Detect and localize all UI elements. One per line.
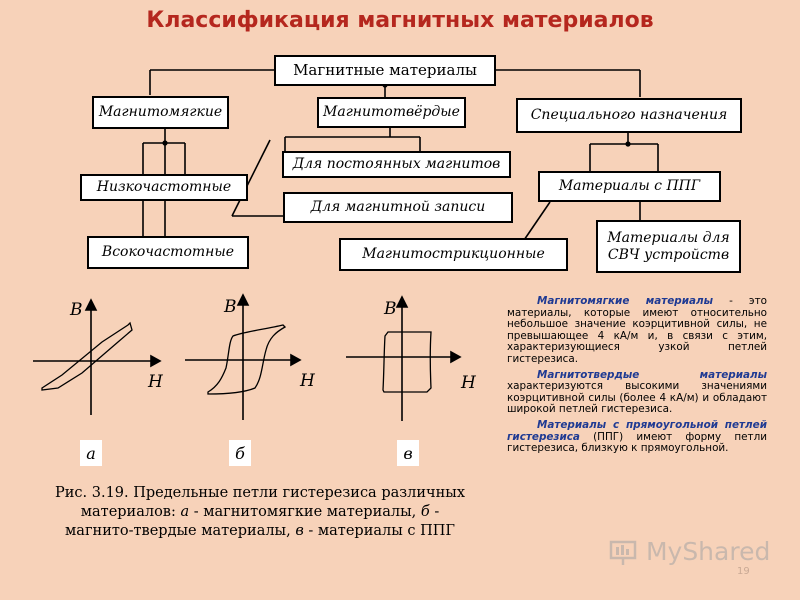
node-low-frequency: Низкочастотные — [80, 174, 248, 201]
axis-label-b-b: B — [224, 297, 237, 317]
term-ppg: Материалы с прямоугольной петлей гистерезиса — [507, 418, 767, 443]
caption-text-b: - магнито-твердые материалы, — [65, 504, 440, 539]
description-ppg-text: (ППГ) имеют форму петли гистерезиса, близкую к прямоугольной. — [507, 430, 767, 455]
axis-label-b-a: B — [70, 300, 83, 320]
slide-title: Классификация магнитных материалов — [146, 8, 654, 33]
node-special-purpose: Специального назначения — [516, 98, 742, 133]
hysteresis-loop-soft — [33, 300, 160, 415]
caption-letter-a: а — [180, 504, 190, 520]
caption-text-c: - материалы с ППГ — [308, 523, 455, 539]
figure-caption — [45, 484, 475, 541]
node-magnetic-materials: Магнитные материалы — [274, 55, 496, 86]
axis-label-b-c: B — [384, 299, 397, 319]
description-soft-text: - это материалы, которые имеют относительно небольшое значение коэрцитивной силы, не превышающее 4 кА/м и, в связи с этим, характеризующиеся узкой петлей гистерезиса. — [507, 295, 767, 365]
node-ppg-materials: Материалы с ППГ — [538, 171, 721, 202]
node-magnetic-recording: Для магнитной записи — [283, 192, 513, 223]
hysteresis-loop-hard — [185, 295, 300, 420]
myshared-logo — [608, 537, 770, 568]
figure-label-a: а — [80, 440, 102, 466]
axis-label-h-a: H — [148, 372, 163, 392]
presentation-icon — [608, 538, 638, 568]
term-hard: Магнитотвердые материалы — [537, 368, 767, 381]
node-permanent-magnets: Для постоянных магнитов — [282, 151, 511, 178]
node-hard-magnetic: Магнитотвёрдые — [317, 97, 466, 128]
description-hard-text: характеризуются высокими значениями коэрцитивной силы (более 4 кА/м) и обладают широкой петлей гистерезиса. — [507, 380, 767, 416]
caption-main: Предельные петли гистерезиса различных материалов: — [80, 485, 465, 520]
caption-letter-b: б — [420, 504, 430, 520]
description-text — [507, 296, 767, 459]
figure-label-c: в — [397, 440, 419, 466]
node-microwave-materials: Материалы для СВЧ устройств — [596, 220, 741, 273]
description-hard — [507, 370, 767, 416]
page-number: 19 — [737, 566, 750, 577]
description-soft — [507, 296, 767, 366]
node-soft-magnetic: Магнитомягкие — [92, 96, 229, 129]
figure-label-b: б — [229, 440, 251, 466]
axis-label-h-c: H — [461, 373, 476, 393]
caption-letter-c: в — [295, 523, 304, 539]
axis-label-h-b: H — [300, 371, 315, 391]
node-magnetostrictive: Магнитострикционные — [339, 238, 568, 271]
caption-text-a: - магнитомягкие материалы, — [193, 504, 417, 520]
description-ppg — [507, 420, 767, 455]
hysteresis-loop-ppg — [346, 297, 460, 421]
term-soft: Магнитомягкие материалы — [537, 295, 714, 307]
caption-prefix: Рис. 3.19. — [54, 485, 129, 501]
logo-text: MyShared — [645, 537, 771, 566]
node-high-frequency: Всокочастотные — [87, 236, 249, 269]
